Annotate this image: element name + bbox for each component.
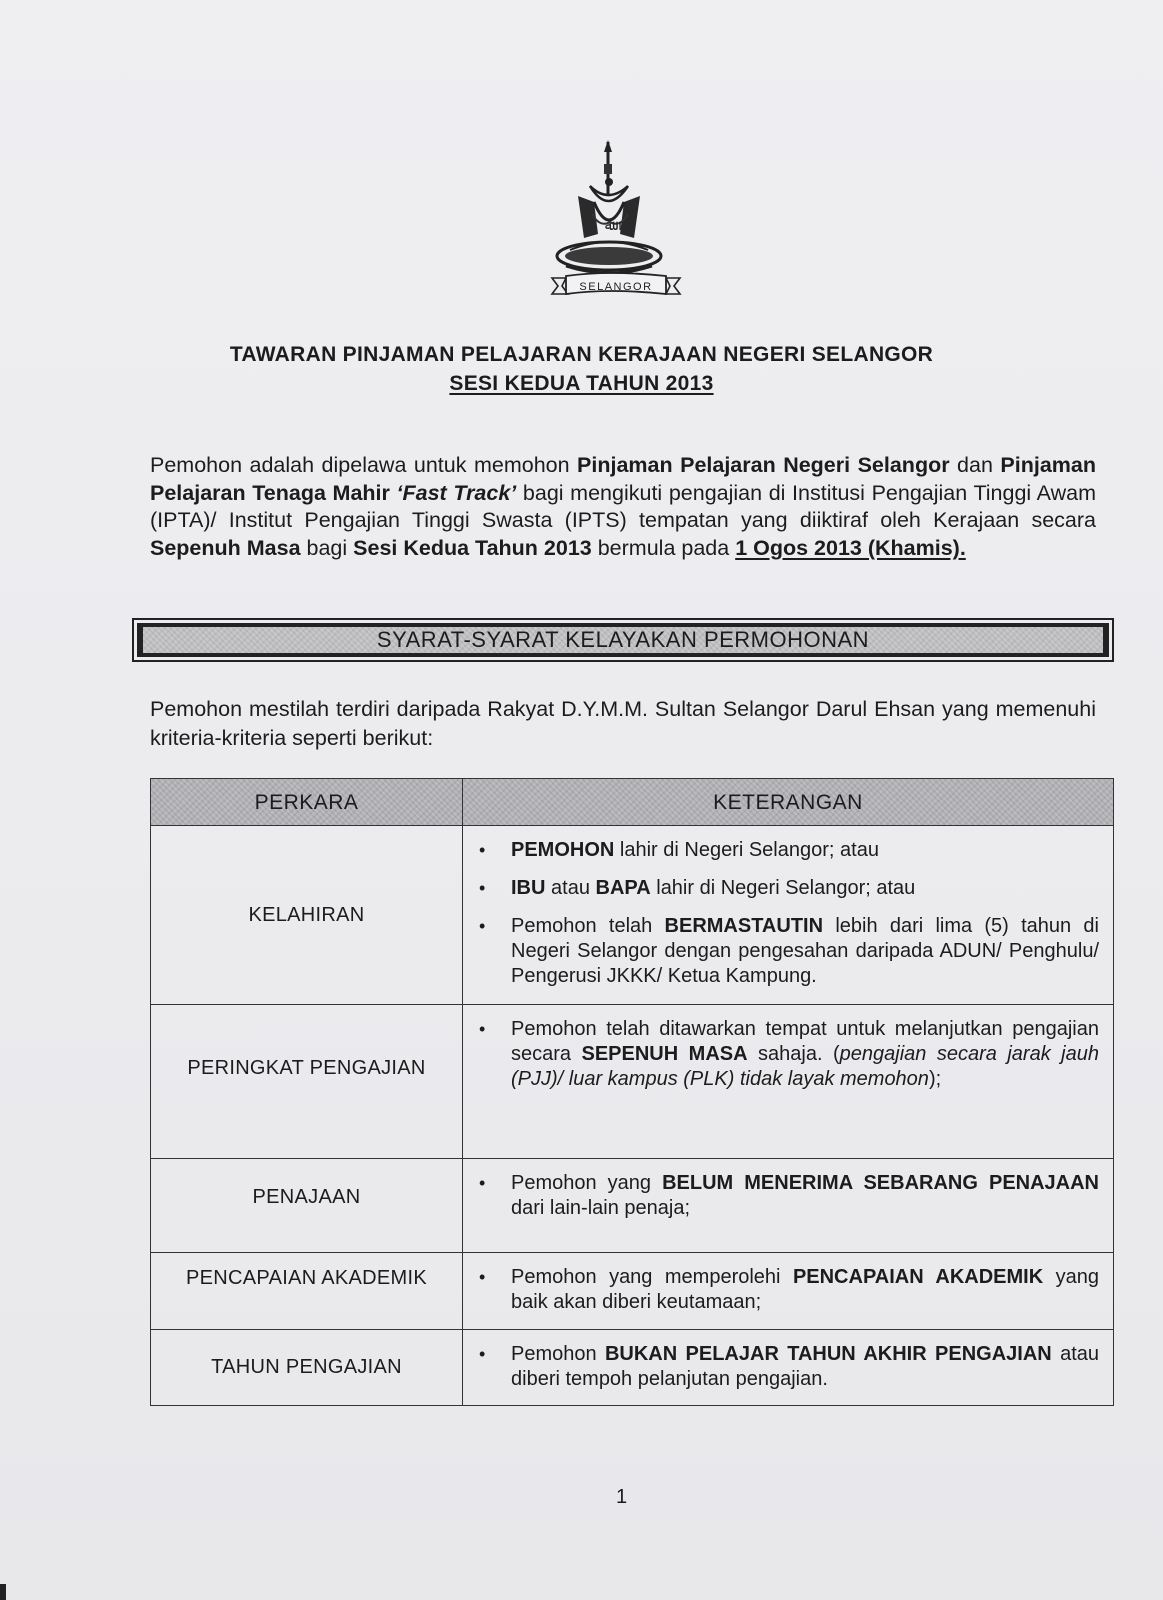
bullet-icon: • [479, 1344, 486, 1364]
table-row [151, 1253, 1114, 1330]
column-header-keterangan: KETERANGAN [463, 779, 1114, 826]
bullet-icon: • [479, 916, 486, 936]
bullet-icon: • [479, 1019, 486, 1039]
bullet-icon: • [479, 878, 486, 898]
list-item: • Pemohon BUKAN PELAJAR TAHUN AKHIR PENGAJIAN atau diberi tempoh pelanjutan pengajian. [479, 1343, 1100, 1390]
table-row [151, 1005, 1114, 1159]
crest-ribbon-label: SELANGOR [579, 281, 653, 293]
list-item: • Pemohon telah ditawarkan tempat untuk melanjutkan pengajian secara SEPENUH MASA sahaja. (pengajian secara jarak jauh (PJJ)/ luar kampus (PLK) tidak layak memohon); [479, 1018, 1099, 1090]
eligibility-table [150, 778, 1114, 1406]
table-row [151, 1330, 1114, 1406]
row-description [463, 1159, 1114, 1253]
list-item: • PEMOHON lahir di Negeri Selangor; atau [479, 839, 879, 861]
table-row [151, 1159, 1114, 1253]
bullet-icon: • [479, 1173, 486, 1193]
bullet-icon: • [479, 840, 486, 860]
scan-edge-mark [0, 1584, 6, 1600]
list-item: • Pemohon yang memperolehi PENCAPAIAN AKADEMIK yang baik akan diberi keutamaan; [479, 1266, 1099, 1313]
list-item: • Pemohon telah BERMASTAUTIN lebih dari lima (5) tahun di Negeri Selangor dengan pengesahan daripada ADUN/ Penghulu/ Pengerusi JKKK/ Ketua Kampung. [479, 915, 1099, 987]
page-number: 1 [615, 1486, 628, 1508]
column-header-perkara: PERKARA [151, 779, 463, 826]
table-row [151, 826, 1114, 1005]
row-category: TAHUN PENGAJIAN [151, 1330, 463, 1406]
row-category: PENCAPAIAN AKADEMIK [151, 1253, 463, 1330]
row-description [463, 1253, 1114, 1330]
row-description [463, 1005, 1114, 1159]
row-category: PERINGKAT PENGAJIAN [151, 1005, 463, 1159]
row-category: KELAHIRAN [151, 826, 463, 1005]
selangor-crest-logo [548, 138, 688, 310]
document-subtitle: SESI KEDUA TAHUN 2013 [449, 372, 714, 395]
intro-paragraph: Pemohon adalah dipelawa untuk memohon Pinjaman Pelajaran Negeri Selangor dan Pinjaman Pelajaran Tenaga Mahir ‘Fast Track’ bagi mengikuti pengajian di Institusi Pengajian Tinggi Awam (IPTA)/ Institut Pengajian Tinggi Swasta (IPTS) tempatan yang diiktiraf oleh Kerajaan secara Sepenuh Masa bagi Sesi Kedua Tahun 2013 bermula pada 1 Ogos 2013 (Khamis). [150, 453, 1096, 560]
document-title: TAWARAN PINJAMAN PELAJARAN KERAJAAN NEGERI SELANGOR [229, 343, 934, 366]
section-banner [132, 618, 1114, 662]
bullet-icon: • [479, 1267, 486, 1287]
svg-text:ﷲ: ﷲ [604, 218, 614, 234]
list-item: • IBU atau BAPA lahir di Negeri Selangor; atau [479, 877, 916, 899]
row-description [463, 826, 1114, 1005]
row-description [463, 1330, 1114, 1406]
list-item: • Pemohon yang BELUM MENERIMA SEBARANG PENAJAAN dari lain-lain penaja; [479, 1172, 1099, 1219]
row-category: PENAJAAN [151, 1159, 463, 1253]
section-heading: SYARAT-SYARAT KELAYAKAN PERMOHONAN [137, 623, 1109, 657]
eligibility-statement: Pemohon mestilah terdiri daripada Rakyat D.Y.M.M. Sultan Selangor Darul Ehsan yang memenuhi kriteria-kriteria seperti berikut: [150, 697, 1096, 750]
